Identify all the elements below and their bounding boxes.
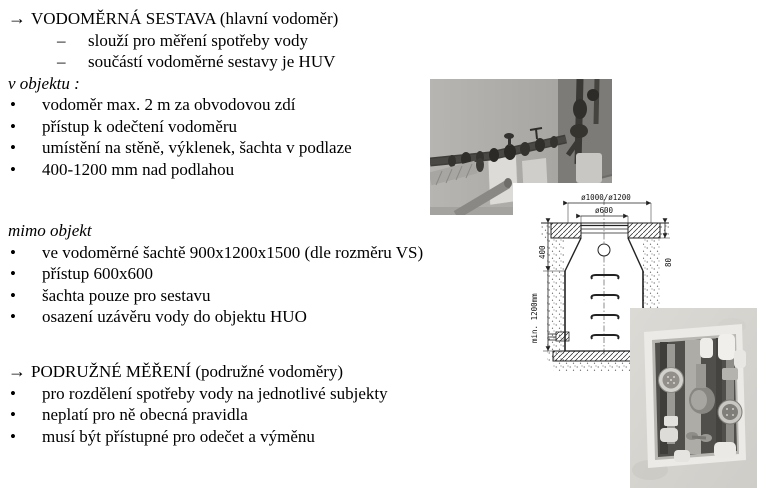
heading-main-text: VODOMĚRNÁ SESTAVA (hlavní vodoměr): [31, 9, 339, 28]
heading-secondary: [8, 361, 343, 382]
bullet-icon: •: [10, 285, 16, 305]
bullet-item-text: ve vodoměrné šachtě 900x1200x1500 (dle rozměru VS): [42, 242, 424, 262]
dash-icon: –: [57, 30, 66, 50]
dash-icon: –: [57, 52, 66, 71]
dim-label-collar-height: 400: [538, 245, 547, 259]
bullet-item-text: šachta pouze pro sestavu: [42, 285, 211, 305]
dim-label-opening-diameter: ø600: [594, 206, 614, 215]
bullet-item-text: musí být přístupné pro odečet a výměnu: [42, 426, 315, 446]
bullet-item: [10, 137, 352, 158]
bullet-icon: •: [10, 307, 16, 326]
bullet-icon: •: [10, 405, 16, 424]
bullet-icon: •: [10, 383, 16, 403]
bullet-item-text: pro rozdělení spotřeby vody na jednotlivé subjekty: [42, 383, 388, 403]
bullet-item-text: osazení uzávěru vody do objektu HUO: [42, 307, 307, 326]
photo-sub-meters-niche-image: [630, 308, 757, 488]
cover-opening: [598, 244, 610, 256]
bullet-item-text: umístění na stěně, výklenek, šachta v podlaze: [42, 138, 352, 157]
bullet-item: [10, 94, 296, 115]
dash-item-text: součástí vodoměrné sestavy je HUV: [88, 52, 336, 71]
dim-label-top-diameter: ø1000/ø1200: [581, 193, 631, 202]
bullet-item: [10, 404, 248, 425]
arrow-bullet-icon: →: [8, 361, 26, 381]
arrow-bullet-icon: →: [8, 8, 26, 28]
bullet-item: [10, 285, 211, 306]
bullet-icon: •: [10, 242, 16, 262]
bullet-icon: •: [10, 138, 16, 157]
bullet-icon: •: [10, 116, 16, 136]
dim-label-rim-thickness: 80: [664, 257, 673, 267]
bullet-item-text: neplatí pro ně obecná pravidla: [42, 405, 248, 424]
bullet-item-text: přístup 600x600: [42, 264, 153, 283]
dash-item-text: slouží pro měření spotřeby vody: [88, 30, 309, 50]
bullet-item-text: vodoměr max. 2 m za obvodovou zdí: [42, 95, 296, 114]
bullet-item-text: 400-1200 mm nad podlahou: [42, 159, 235, 179]
heading-secondary-text: PODRUŽNÉ MĚŘENÍ (podružné vodoměry): [31, 362, 344, 381]
bullet-icon: •: [10, 264, 16, 283]
gravel-texture: [547, 239, 565, 361]
bullet-icon: •: [10, 159, 16, 179]
dash-item: [57, 30, 308, 51]
heading-main: [8, 8, 338, 29]
dash-item: [57, 51, 335, 72]
bullet-item: [10, 426, 315, 447]
bullet-item-text: přístup k odečtení vodoměru: [42, 116, 237, 136]
bullet-item: [10, 383, 388, 404]
bullet-item: [10, 263, 153, 284]
dim-label-shaft-depth: min. 1200mm: [530, 293, 539, 343]
concrete-collar: [551, 223, 581, 238]
bullet-item: [10, 242, 423, 263]
bullet-icon: •: [10, 95, 16, 114]
bullet-item: [10, 116, 237, 137]
bullet-item: [10, 306, 307, 327]
bullet-icon: •: [10, 426, 16, 446]
bullet-item: [10, 159, 234, 180]
photo-sub-meters-niche: [630, 308, 757, 488]
subheading-in-object: v objektu :: [8, 73, 80, 93]
subheading-outside-object: mimo objekt: [8, 221, 92, 240]
